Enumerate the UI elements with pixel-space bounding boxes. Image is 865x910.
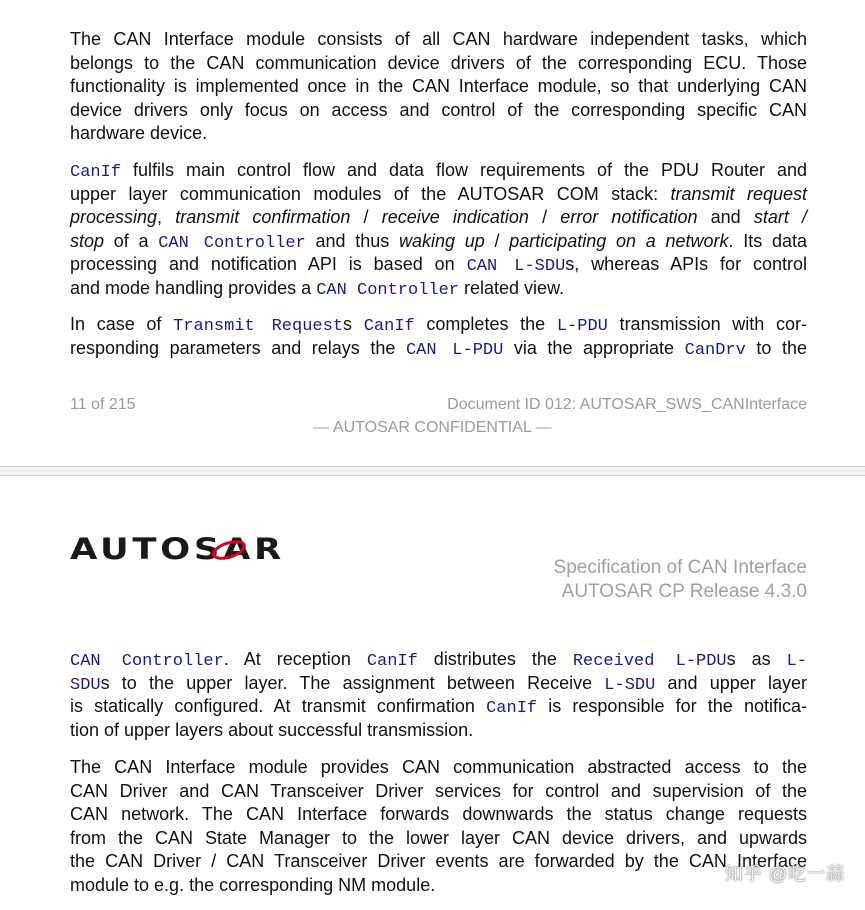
- code-term: CAN L-SDU: [466, 257, 566, 276]
- text-line: responding parameters and relays the CAN L-PDU via the appropriate CanDrv to the: [70, 337, 807, 360]
- text-line: In case of Transmit Requests CanIf completes the L-PDU transmission with cor-: [70, 314, 807, 336]
- code-term: CAN Controller: [70, 652, 224, 671]
- text-line: tion of upper layers about successful transmission.: [70, 719, 474, 740]
- text-line: CAN Controller. At reception CanIf distributes the Received L-PDUs as L-: [70, 649, 808, 671]
- text-line: is statically configured. At transmit confirmation CanIf is responsible for the notifica-: [70, 696, 807, 718]
- text-line: processing and notification API is based on CAN L-SDUs, whereas APIs for control: [70, 254, 807, 276]
- text-line: CanIf fulfils main control flow and data flow requirements of the PDU Router and: [70, 160, 807, 182]
- page-separator: [0, 466, 865, 476]
- spec-header: [554, 556, 807, 604]
- logo-swoosh-icon: [209, 534, 249, 564]
- paragraph-abstracted-access: [70, 756, 807, 897]
- code-term: CAN Controller: [316, 280, 460, 300]
- text-line: processing, transmit confirmation / receive indication / error notification and start /: [70, 207, 807, 227]
- watermark: 知乎 @吃一蒜: [724, 864, 845, 884]
- release-label: AUTOSAR CP Release 4.3.0: [561, 581, 807, 602]
- code-term: L-SDU: [604, 675, 656, 695]
- code-term: Received L-PDU: [572, 652, 727, 671]
- paragraph-canif-control-flow: [70, 159, 807, 300]
- code-term: L-: [786, 652, 808, 671]
- text-line: module to e.g. the corresponding NM module.: [70, 874, 436, 895]
- text-line: from the CAN State Manager to the lower layer CAN device drivers, and upwards: [70, 827, 807, 848]
- code-term: CanDrv: [684, 340, 746, 360]
- page-2: [0, 476, 865, 910]
- code-term: L-PDU: [556, 317, 608, 336]
- paragraph-reception: [70, 648, 807, 742]
- text-line: and mode handling provides a CAN Controller related view.: [70, 277, 565, 300]
- text-line: stop of a CAN Controller and thus waking up / participating on a network. Its data: [70, 230, 807, 253]
- paragraph-can-interface-overview: [70, 28, 807, 146]
- autosar-logo: [70, 532, 285, 566]
- code-term: CanIf: [363, 317, 415, 336]
- code-term: CAN L-PDU: [405, 340, 504, 360]
- text-line: upper layer communication modules of the AUTOSAR COM stack: transmit request: [70, 183, 807, 204]
- text-line: belongs to the CAN communication device drivers of the corresponding ECU. Those: [70, 52, 807, 73]
- code-term: CanIf: [70, 163, 122, 182]
- text-line: SDUs to the upper layer. The assignment between Receive L-SDU and upper layer: [70, 672, 807, 695]
- text-line: The CAN Interface module provides CAN communication abstracted access to the: [70, 757, 807, 777]
- text-line: functionality is implemented once in the CAN Interface module, so that underlying CAN: [70, 76, 807, 96]
- code-term: Transmit Request: [173, 317, 344, 336]
- document-id: Document ID 012: AUTOSAR_SWS_CANInterface: [447, 396, 807, 413]
- logo-text: AUTOSAR: [70, 532, 285, 566]
- page-number: 11 of 215: [70, 396, 136, 413]
- text-line: hardware device.: [70, 123, 208, 143]
- code-term: SDU: [70, 675, 101, 695]
- text-line: CAN network. The CAN Interface forwards downwards the status change requests: [70, 804, 807, 824]
- code-term: CanIf: [366, 652, 418, 671]
- confidential-notice: — AUTOSAR CONFIDENTIAL —: [313, 419, 552, 436]
- text-line: CAN Driver and CAN Transceiver Driver services for control and supervision of the: [70, 780, 807, 801]
- text-line: the CAN Driver / CAN Transceiver Driver events are forwarded by the CAN Interface: [70, 851, 807, 871]
- code-term: CAN Controller: [158, 233, 306, 253]
- text-line: device drivers only focus on access and control of the corresponding specific CAN: [70, 99, 807, 120]
- text-line: The CAN Interface module consists of all CAN hardware independent tasks, which: [70, 29, 807, 49]
- spec-title: Specification of CAN Interface: [553, 557, 807, 578]
- paragraph-transmit-request: [70, 313, 807, 360]
- code-term: CanIf: [486, 699, 538, 718]
